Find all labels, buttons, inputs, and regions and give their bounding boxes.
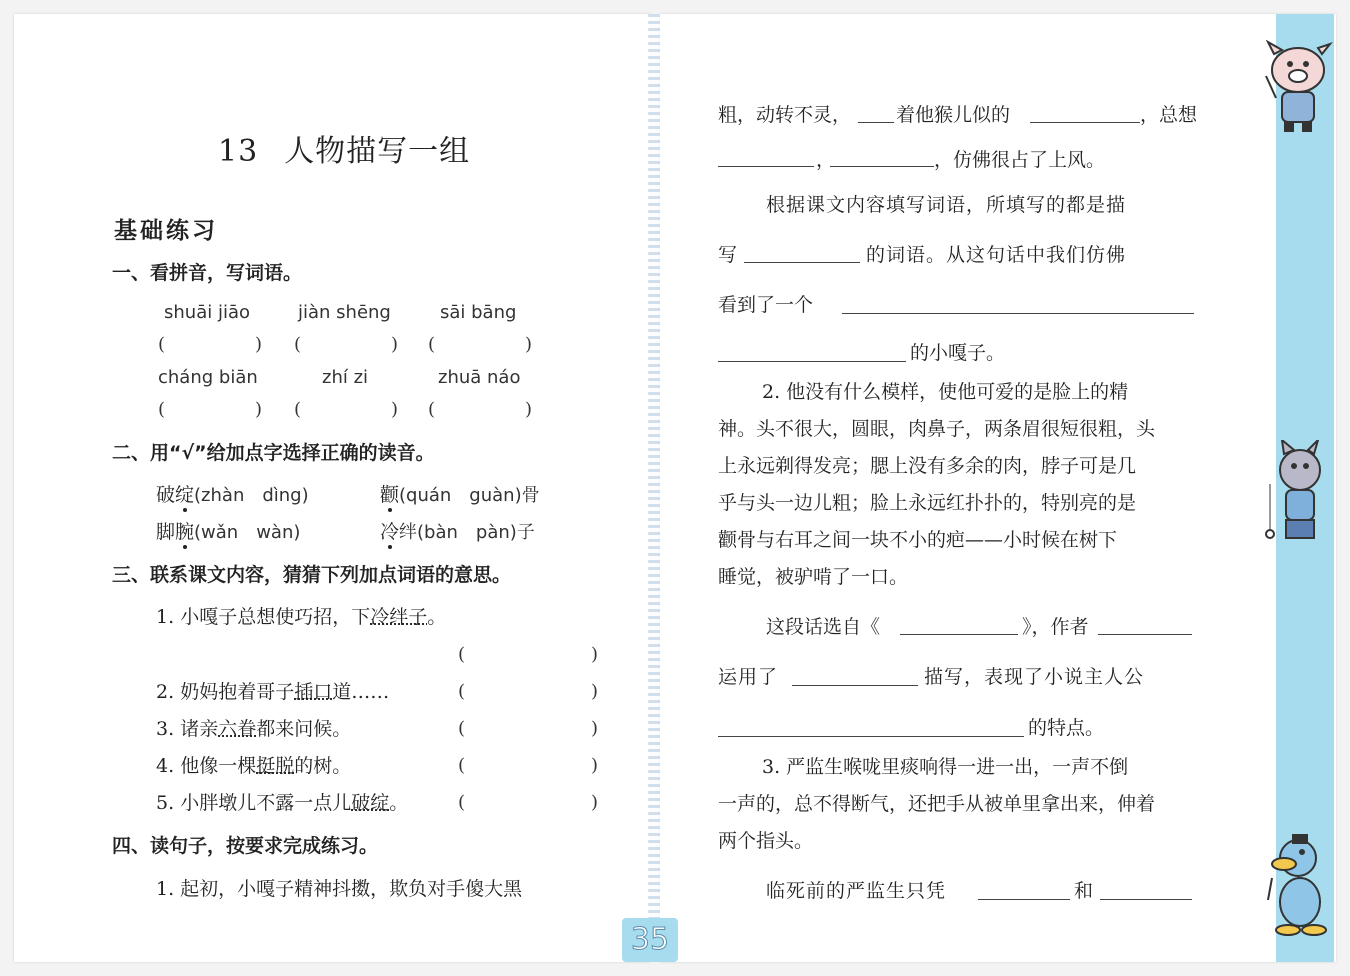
passage-line: 1. 起初，小嘎子精神抖擞，欺负对手傻大黑 [156,878,523,900]
pinyin-item: zhí zi [322,367,369,388]
passage-line: 着他猴儿似的 [896,104,1011,126]
page-gutter [648,14,660,962]
passage-line: 看到了一个 [718,294,814,316]
lesson-name: 人物描写一组 [284,134,471,169]
reading-choice[interactable]: 脚腕(wǎn wàn) [156,521,301,543]
passage-line: 写 [718,244,738,266]
passage-line: ，仿佛很占了上风。 [934,149,1106,171]
passage-line: 和 [1074,880,1094,902]
passage-line: ， [816,149,836,171]
passage-line: 这段话选自《 [766,616,881,638]
passage-line: 2. 他没有什么模样，使他可爱的是脸上的精 [762,381,1129,403]
lesson-title [218,126,470,170]
answer-paren[interactable]: ( ) [428,399,533,420]
q4-heading: 四、读句子，按要求完成练习。 [112,835,379,857]
reading-choice[interactable]: 颧(quán guàn)骨 [380,484,540,506]
passage-line: 临死前的严监生只凭 [766,880,947,902]
passage-line: 》，作者 [1022,616,1089,638]
answer-paren[interactable]: ( ) [158,399,263,420]
dotted-word: 六眷 [218,718,257,740]
passage-line: 颧骨与右耳之间一块不小的疤——小时候在树下 [718,529,1118,551]
passage-line: 一声的，总不得断气，还把手从被单里拿出来，伸着 [718,793,1156,815]
pinyin-item: jiàn shēng [298,302,391,323]
pinyin-item: cháng biān [158,367,258,388]
blank-line[interactable] [830,166,934,167]
passage-line: 神。头不很大，圆眼，肉鼻子，两条眉很短很粗，头 [718,418,1156,440]
q2-heading: 二、用“√”给加点字选择正确的读音。 [112,442,435,464]
answer-paren[interactable]: ( ) [458,792,599,813]
answer-paren[interactable]: ( ) [158,334,263,355]
lesson-number: 13 [218,134,259,169]
answer-paren[interactable]: ( ) [458,644,599,665]
passage-line: 的小嘎子。 [910,342,1006,364]
dotted-word: 冷绊子 [370,606,428,628]
answer-paren[interactable]: ( ) [294,334,399,355]
reading-choice[interactable]: 破绽(zhàn dìng) [156,484,309,506]
blank-line[interactable] [842,313,1194,314]
answer-paren[interactable]: ( ) [294,399,399,420]
dotted-word: 插口 [294,681,333,703]
passage-line: 乎与头一边儿粗；脸上永远红扑扑的，特别亮的是 [718,492,1137,514]
dotted-word: 挺脱 [256,755,295,777]
passage-line: 粗，动转不灵， [718,104,852,126]
answer-paren[interactable]: ( ) [428,334,533,355]
answer-paren[interactable]: ( ) [458,681,599,702]
blank-line[interactable] [792,685,918,686]
passage-line: 两个指头。 [718,830,814,852]
passage-line: 3. 严监生喉咙里痰响得一进一出，一声不倒 [762,756,1129,778]
blank-line[interactable] [718,166,814,167]
blank-line[interactable] [744,262,860,263]
wolf-cartoon-icon [1260,440,1334,550]
passage-line: 运用了 [718,666,779,688]
duck-cartoon-icon [1258,830,1334,940]
passage-line: 描写，表现了小说主人公 [924,666,1145,688]
blank-line[interactable] [900,634,1018,635]
dotted-word: 破绽 [351,792,390,814]
pinyin-item: shuāi jiāo [164,302,250,323]
pinyin-item: sāi bāng [440,302,517,323]
blank-line[interactable] [858,122,894,123]
passage-line: 的特点。 [1028,717,1105,739]
blank-line[interactable] [1100,899,1192,900]
meaning-item: 1. 小嘎子总想使巧招，下冷绊子。 [156,606,447,628]
blank-line[interactable] [718,361,906,362]
blank-line[interactable] [718,736,1024,737]
answer-paren[interactable]: ( ) [458,718,599,739]
meaning-item: 5. 小胖墩儿不露一点儿破绽。 [156,792,409,814]
blank-line[interactable] [1098,634,1192,635]
meaning-item: 4. 他像一棵挺脱的树。 [156,755,352,777]
meaning-item: 2. 奶妈抱着哥子插口道…… [156,681,390,703]
pinyin-item: zhuā náo [438,367,521,388]
blank-line[interactable] [978,899,1070,900]
instruction-line: 根据课文内容填写词语，所填写的都是描 [766,194,1127,216]
blank-line[interactable] [1030,122,1140,123]
answer-paren[interactable]: ( ) [458,755,599,776]
meaning-item: 3. 诸亲六眷都来问候。 [156,718,352,740]
reading-choice[interactable]: 冷绊(bàn pàn)子 [380,521,535,543]
passage-line: ，总想 [1140,104,1198,126]
passage-line: 睡觉，被驴啃了一口。 [718,566,909,588]
pig-cartoon-icon [1252,40,1336,136]
q1-heading: 一、看拼音，写词语。 [112,262,303,284]
passage-line: 的词语。从这句话中我们仿佛 [866,244,1127,266]
section-title: 基础练习 [114,218,218,244]
passage-line: 上永远剃得发亮；腮上没有多余的肉，脖子可是几 [718,455,1137,477]
q3-heading: 三、联系课文内容，猜猜下列加点词语的意思。 [112,564,512,586]
page-number: 35 [622,918,678,962]
